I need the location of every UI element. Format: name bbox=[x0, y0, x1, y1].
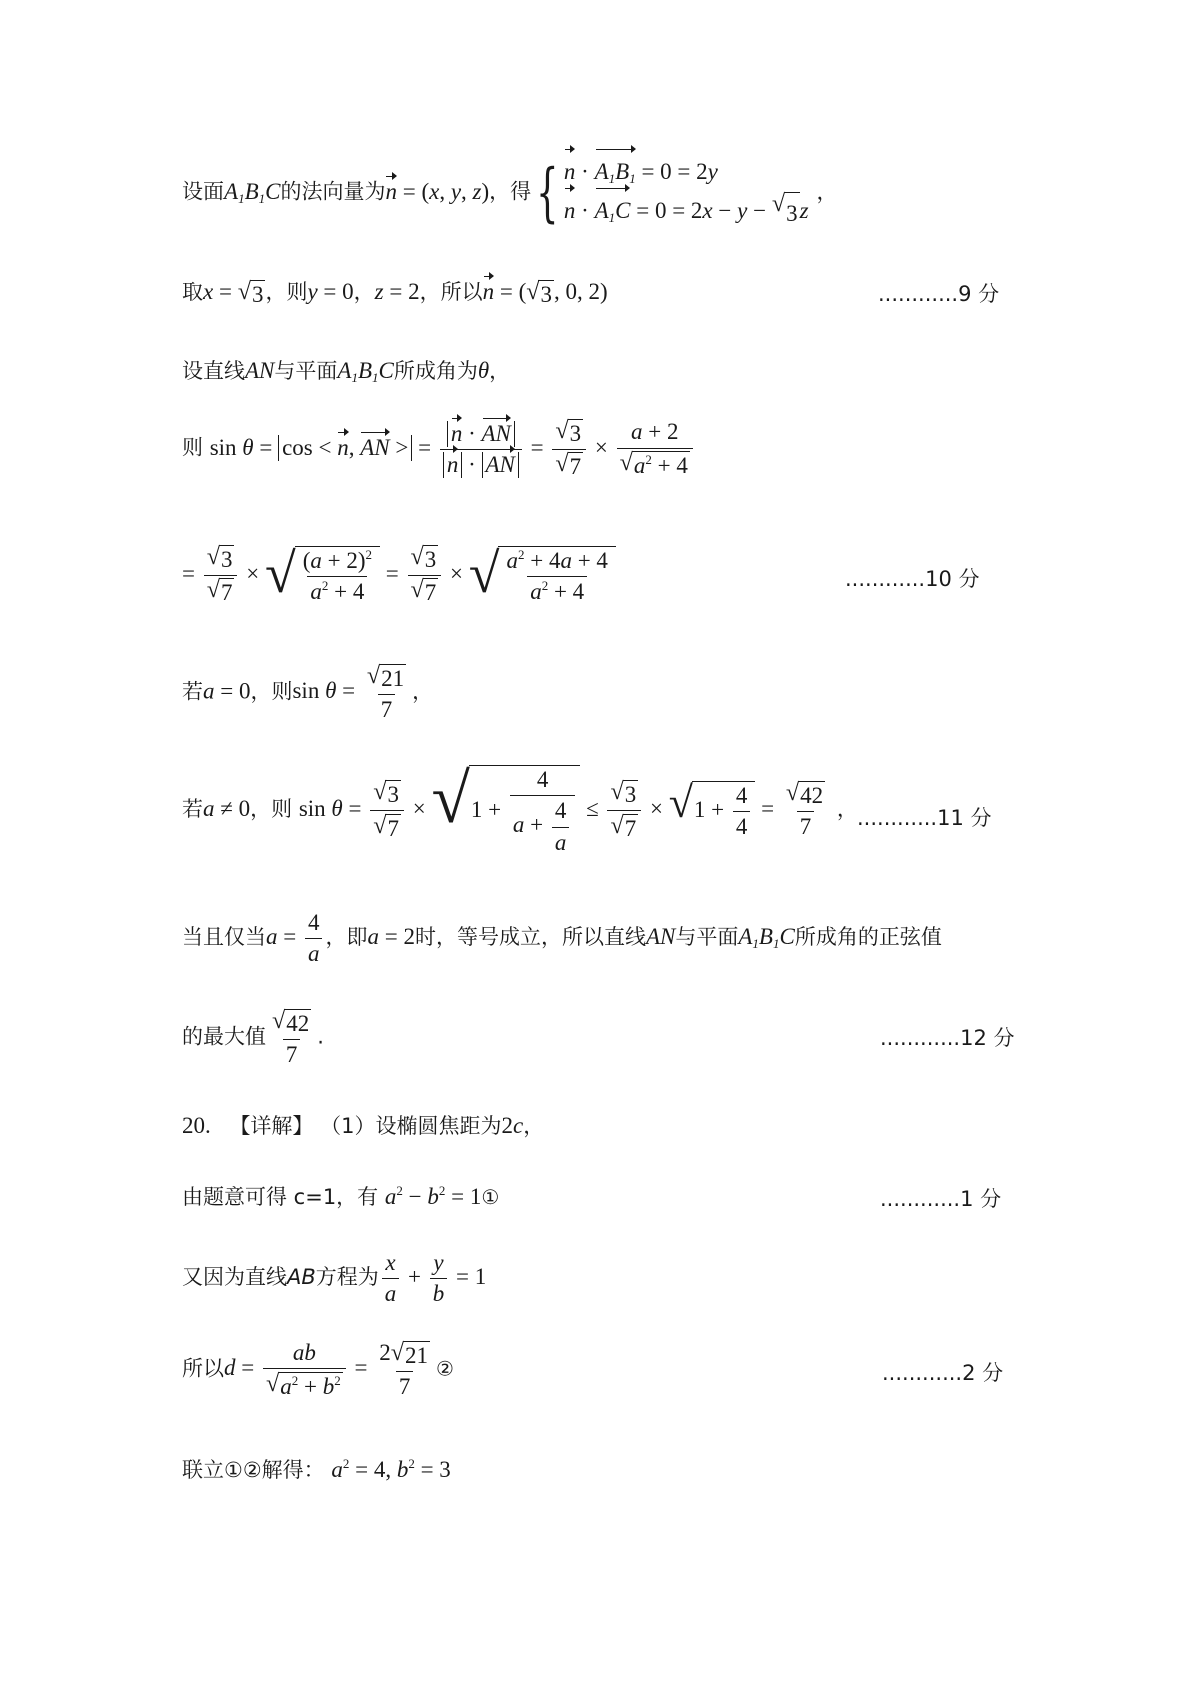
normal-vector-def: n = (x, y, z) bbox=[385, 178, 490, 204]
inequality-expr: sin θ = √ 3 √ 7 × √ 1 + 4 a + $\frac{4}{a}$ ≤ √ 3 √ 7 × √ 1 + $\frac{4}{4}$ = √ 42 7 bbox=[298, 761, 824, 855]
score-12: ............12 分 bbox=[880, 1026, 1015, 1050]
score-11: ............11 分 bbox=[857, 806, 992, 830]
score-1: ............1 分 bbox=[880, 1187, 1002, 1211]
c-equals-one-line: 由题意可得 c=1，有 $a^2 - b^2$ = 1① bbox=[182, 1183, 500, 1209]
case-a-nonzero-line: 若a ≠ 0，则 sin θ = √ 3 √ 7 × √ 1 + 4 a + $\frac{4}{a}$ ≤ √ 3 √ 7 × √ 1 + $\frac{4}{4}$ = √ 42 7 ， bbox=[182, 761, 858, 855]
normal-vector-line: 设面$A_1B_1C$的法向量为n = (x, y, z)，得{ $n \cdot A_1B_1 = 0 = 2y$ $n \cdot A_1C = 0 = 2x - y$ − √ 3 z ， bbox=[182, 152, 838, 233]
score-9: ............9 分 bbox=[878, 282, 1000, 306]
take-values-line: 取x = √ 3 ，则y = 0，z = 2，所以n = ( √ 3 , 0, 2) bbox=[182, 277, 608, 307]
equation-system: $n \cdot A_1B_1 = 0 = 2y$ $n \cdot A_1C = 0 = 2x - y$ − √ 3 z bbox=[564, 152, 809, 233]
angle-def-line: 设直线AN与平面$A_1B_1C$所成角为θ， bbox=[182, 358, 511, 385]
problem-20-header: 20. 【详解】 （1）设椭圆焦距为2c， bbox=[182, 1113, 545, 1138]
distance-line: 所以d = ab √ $a^2 + b^2$ = 2 √ 21 7 ② bbox=[182, 1338, 454, 1399]
plane-a1b1c: $A_1B_1C$ bbox=[224, 178, 281, 206]
case-a-zero-line: 若a = 0，则sin θ = √ 21 7 ， bbox=[182, 661, 434, 722]
max-value-line: 的最大值 √ 42 7 . bbox=[182, 1006, 324, 1067]
expansion-expr: = √ 3 √ 7 × √ $\frac{(a + 2)^2}{a^2 + 4}$ = √ 3 √ 7 × √ $\frac{a^2 + 4a + 4}{a^2 + 4}$ bbox=[182, 561, 616, 586]
sin-theta-line: 则 sin θ = cos < n, AN > = $\frac{n \cdot AN}{n \cdot AN}$ = √ 3 √ 7 × a + 2 √ $a^2 + 4$ bbox=[182, 418, 696, 481]
line-ab-equation: 又因为直线AB方程为 $\frac{x}{a}$ + $\frac{y}{b}$ = 1 bbox=[182, 1250, 487, 1307]
expansion-line bbox=[182, 544, 616, 607]
sin-theta-expr: sin θ = cos < n, AN > = $\frac{n \cdot AN}{n \cdot AN}$ = √ 3 √ 7 × a + 2 √ $a^2 + 4$ bbox=[210, 435, 696, 460]
score-10: ............10 分 bbox=[845, 567, 980, 591]
score-2: ............2 分 bbox=[882, 1361, 1004, 1385]
equality-condition-line: 当且仅当a = $\frac{4}{a}$ ，即a = 2时，等号成立，所以直线AN与平面$A_1B_1C$所成角的正弦值 bbox=[182, 910, 942, 967]
system-brace: { bbox=[536, 155, 559, 230]
solve-line: 联立①②解得： $a^2 = 4$, $b^2 = 3$ bbox=[182, 1456, 451, 1482]
